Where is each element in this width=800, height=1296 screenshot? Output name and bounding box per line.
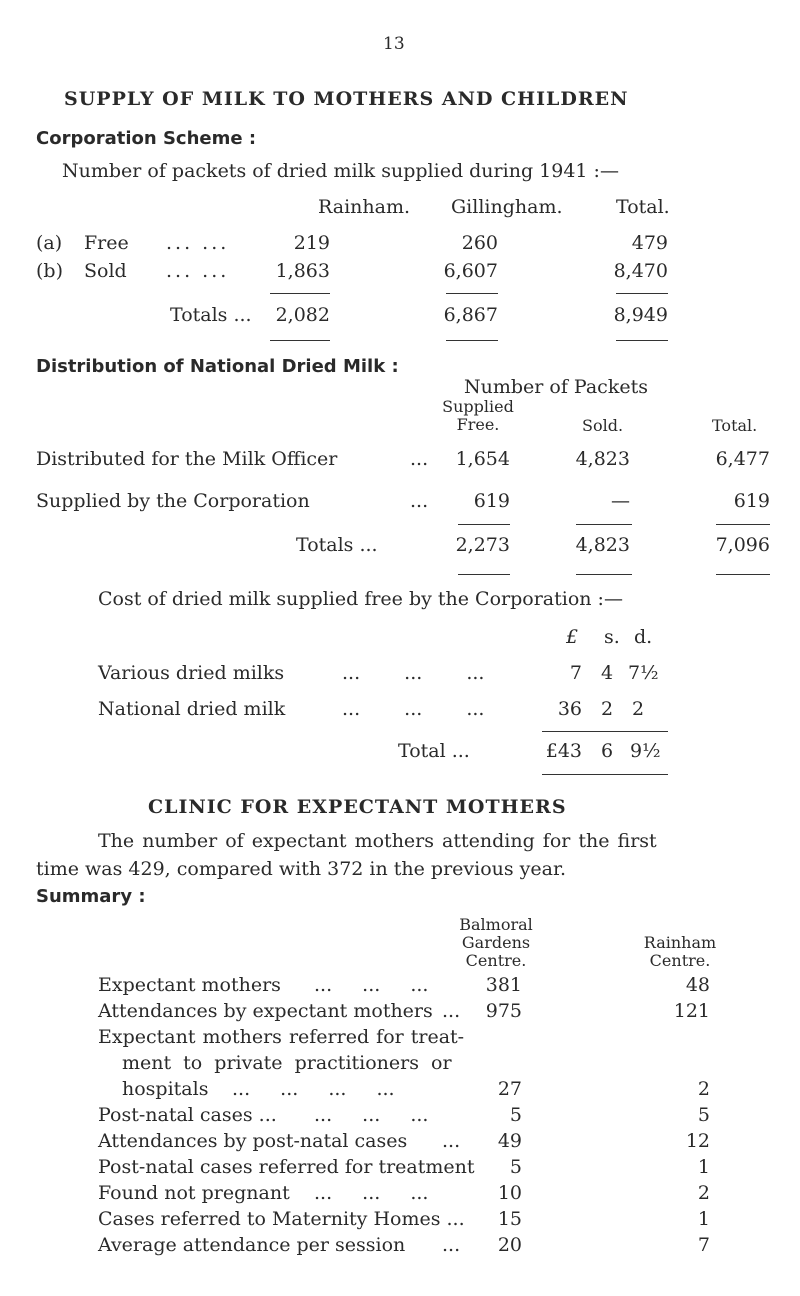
divider — [716, 574, 770, 575]
cell-rainham: 12 — [685, 1130, 710, 1152]
row-label: National dried milk — [98, 698, 286, 720]
col-header-balmoral: Balmoral Gardens Centre. — [459, 915, 533, 970]
cell-rainham: 2 — [697, 1182, 710, 1204]
row-label: Sold — [84, 260, 127, 282]
total-sold: 4,823 — [575, 534, 630, 556]
total-label: Total ... — [398, 740, 470, 762]
section-heading-clinic: CLINIC FOR EXPECTANT MOTHERS — [148, 796, 567, 818]
col-header-rainham: Rainham Centre. — [643, 933, 717, 970]
cell-rainham: 1,863 — [275, 260, 330, 282]
col-header-total: Total. — [616, 196, 670, 218]
total-total: 7,096 — [715, 534, 770, 556]
row-dots: ... ... — [166, 260, 230, 282]
row-label: Distributed for the Milk Officer — [36, 448, 338, 470]
total-gillingham: 6,867 — [443, 304, 498, 326]
subheading-corporation-scheme: Corporation Scheme : — [36, 128, 257, 149]
divider — [446, 293, 498, 294]
col-header-total: Total. — [712, 416, 758, 435]
row-label: Supplied by the Corporation — [36, 490, 310, 512]
divider — [716, 524, 770, 525]
cell-rainham: 5 — [697, 1104, 710, 1126]
row-label-cont: ment to private practitioners or — [122, 1052, 452, 1074]
total-free: 2,273 — [455, 534, 510, 556]
cell-rainham: 1 — [697, 1156, 710, 1178]
divider — [616, 293, 668, 294]
cell-balmoral: 975 — [485, 1000, 522, 1022]
cell-rainham: 2 — [697, 1078, 710, 1100]
divider — [542, 774, 668, 775]
divider — [458, 524, 510, 525]
total-shillings: 6 — [600, 740, 614, 762]
col-header-shillings: s. — [604, 626, 620, 648]
cell-rainham: 1 — [697, 1208, 710, 1230]
row-dots: ... — [410, 490, 429, 512]
cell-rainham: 48 — [685, 974, 710, 996]
row-label: Free — [84, 232, 129, 254]
paragraph-line-1: The number of expectant mothers attending for the first — [98, 830, 657, 852]
cell-pence: 7½ — [628, 662, 659, 684]
row-dots: ... ... — [166, 232, 230, 254]
row-label-cont: hospitals — [122, 1078, 209, 1100]
col-header-pence: d. — [634, 626, 653, 648]
row-dots: ... — [442, 1130, 461, 1152]
intro-packets-supplied: Number of packets of dried milk supplied during 1941 :— — [62, 160, 619, 182]
cell-pence: 2 — [632, 698, 645, 720]
cell-total: 8,470 — [613, 260, 668, 282]
row-dots: ... ... ... — [314, 1104, 429, 1126]
row-label: Post-natal cases referred for treatment — [98, 1156, 475, 1178]
totals-label: Totals ... — [296, 534, 378, 556]
cell-balmoral: 20 — [497, 1234, 522, 1256]
subheading-summary: Summary : — [36, 886, 146, 907]
divider — [616, 340, 668, 341]
paragraph-line-2: time was 429, compared with 372 in the previous year. — [36, 858, 567, 880]
cell-sold: — — [611, 490, 630, 512]
row-key: (a) — [36, 232, 63, 254]
divider — [446, 340, 498, 341]
row-dots: ... ... ... — [342, 698, 485, 720]
cell-rainham: 219 — [293, 232, 330, 254]
row-dots: ... — [442, 1000, 461, 1022]
cell-gillingham: 260 — [461, 232, 498, 254]
cell-balmoral: 381 — [485, 974, 522, 996]
cell-rainham: 7 — [697, 1234, 710, 1256]
total-pence: 9½ — [630, 740, 661, 762]
row-label: Expectant mothers referred for treat- — [98, 1026, 465, 1048]
cell-balmoral: 15 — [497, 1208, 522, 1230]
cell-pounds: 7 — [569, 662, 582, 684]
divider — [542, 731, 668, 732]
divider — [270, 293, 330, 294]
col-header-sold: Sold. — [582, 416, 624, 435]
row-label: Average attendance per session — [98, 1234, 406, 1256]
col-header-rainham: Rainham. — [318, 196, 411, 218]
divider — [270, 340, 330, 341]
row-key: (b) — [36, 260, 63, 282]
row-label: Post-natal cases ... — [98, 1104, 277, 1126]
row-label: Expectant mothers — [98, 974, 281, 996]
cell-total: 6,477 — [715, 448, 770, 470]
cell-sold: 4,823 — [575, 448, 630, 470]
total-pounds: £43 — [545, 740, 582, 762]
cell-pounds: 36 — [557, 698, 582, 720]
row-label: Various dried milks — [98, 662, 285, 684]
row-dots: ... ... ... ... — [232, 1078, 395, 1100]
group-header-number-of-packets: Number of Packets — [464, 376, 648, 398]
cell-balmoral: 5 — [509, 1104, 522, 1126]
row-dots: ... — [442, 1234, 461, 1256]
divider — [576, 524, 632, 525]
cell-gillingham: 6,607 — [443, 260, 498, 282]
row-dots: ... ... ... — [314, 1182, 429, 1204]
intro-cost-dried-milk: Cost of dried milk supplied free by the Corporation :— — [98, 588, 623, 610]
cell-balmoral: 10 — [497, 1182, 522, 1204]
cell-balmoral: 5 — [509, 1156, 522, 1178]
row-label: Cases referred to Maternity Homes ... — [98, 1208, 465, 1230]
cell-shillings: 4 — [600, 662, 614, 684]
cell-total: 619 — [733, 490, 770, 512]
page-number: 13 — [383, 34, 405, 54]
row-dots: ... ... ... — [314, 974, 429, 996]
cell-rainham: 121 — [673, 1000, 710, 1022]
row-dots: ... ... ... — [342, 662, 485, 684]
cell-shillings: 2 — [600, 698, 614, 720]
cell-balmoral: 49 — [497, 1130, 522, 1152]
col-header-pounds: £ — [566, 626, 579, 648]
cell-balmoral: 27 — [497, 1078, 522, 1100]
col-header-gillingham: Gillingham. — [451, 196, 563, 218]
row-label: Attendances by expectant mothers — [98, 1000, 433, 1022]
section-heading-milk-supply: SUPPLY OF MILK TO MOTHERS AND CHILDREN — [64, 88, 629, 110]
cell-free: 1,654 — [455, 448, 510, 470]
row-label: Attendances by post-natal cases — [98, 1130, 408, 1152]
totals-label: Totals ... — [170, 304, 252, 326]
total-total: 8,949 — [613, 304, 668, 326]
divider — [576, 574, 632, 575]
cell-total: 479 — [631, 232, 668, 254]
col-header-supplied-free: Supplied Free. — [442, 397, 514, 434]
row-dots: ... — [410, 448, 429, 470]
row-label: Found not pregnant — [98, 1182, 290, 1204]
divider — [458, 574, 510, 575]
total-rainham: 2,082 — [275, 304, 330, 326]
subheading-national-dried-milk: Distribution of National Dried Milk : — [36, 356, 399, 377]
cell-free: 619 — [473, 490, 510, 512]
